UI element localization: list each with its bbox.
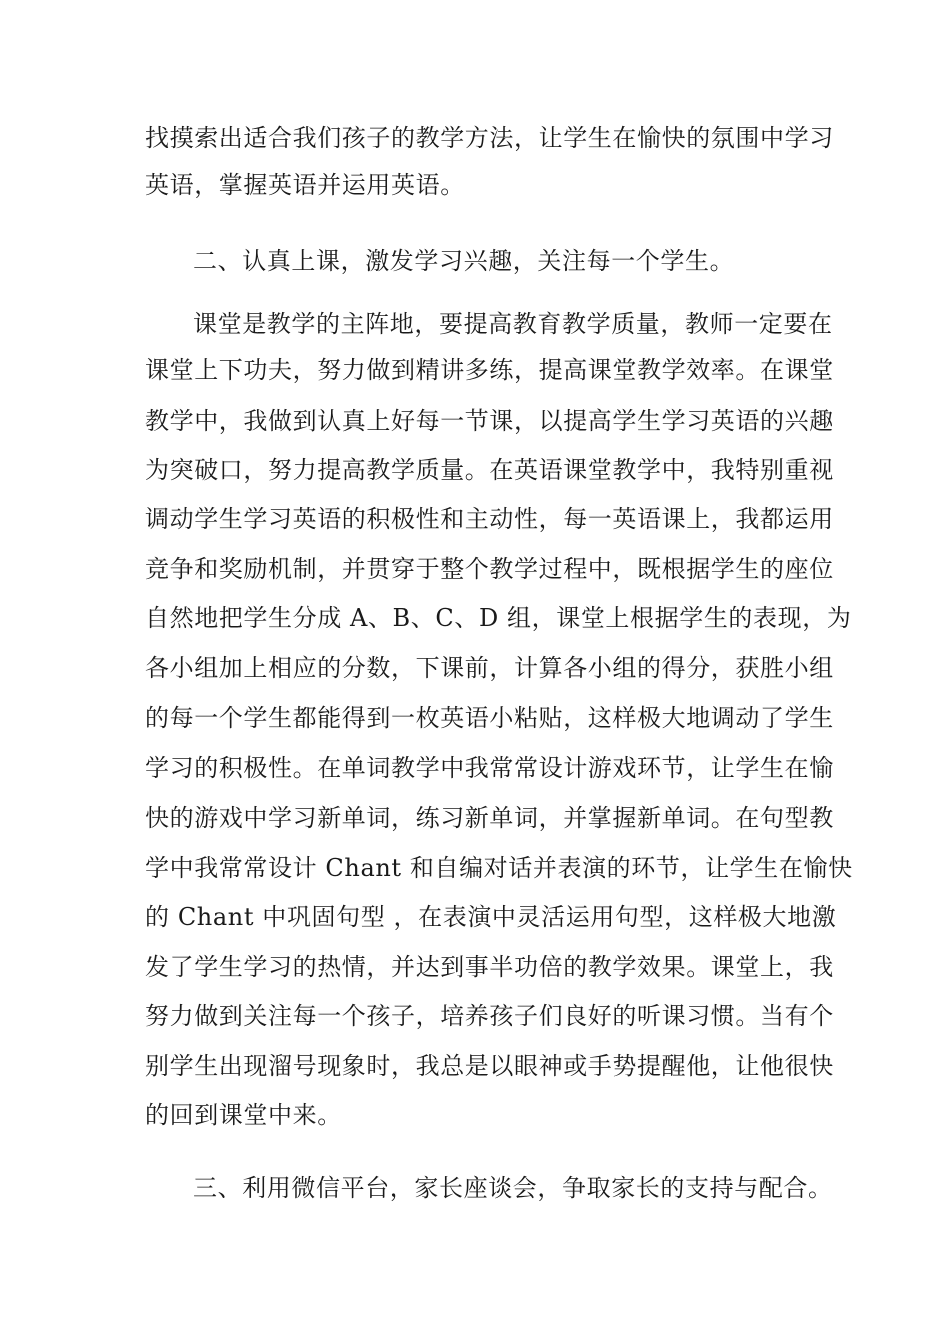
paragraph-line: 自然地把学生分成 A、B、C、D 组，课堂上根据学生的表现，为 [145, 604, 852, 632]
paragraph-line: 各小组加上相应的分数，下课前，计算各小组的得分，获胜小组 [145, 654, 834, 682]
paragraph-line: 竞争和奖励机制，并贯穿于整个教学过程中，既根据学生的座位 [145, 555, 834, 583]
paragraph-line: 英语，掌握英语并运用英语。 [145, 171, 465, 199]
paragraph-line: 快的游戏中学习新单词，练习新单词，并掌握新单词。在句型教 [145, 804, 834, 832]
paragraph-line: 的 Chant 中巩固句型 ，在表演中灵活运用句型，这样极大地激 [145, 903, 837, 931]
paragraph-line: 努力做到关注每一个孩子，培养孩子们良好的听课习惯。当有个 [145, 1002, 834, 1030]
paragraph-line: 的回到课堂中来。 [145, 1101, 342, 1129]
paragraph-line: 学中我常常设计 Chant 和自编对话并表演的环节，让学生在愉快 [145, 854, 853, 882]
paragraph-line: 为突破口，努力提高教学质量。在英语课堂教学中，我特别重视 [145, 456, 834, 484]
paragraph-line: 教学中，我做到认真上好每一节课，以提高学生学习英语的兴趣 [145, 407, 834, 435]
paragraph-line: 的每一个学生都能得到一枚英语小粘贴，这样极大地调动了学生 [145, 704, 834, 732]
paragraph-line: 别学生出现溜号现象时，我总是以眼神或手势提醒他，让他很快 [145, 1052, 834, 1080]
paragraph-line: 发了学生学习的热情，并达到事半功倍的教学效果。课堂上，我 [145, 953, 834, 981]
paragraph-line: 调动学生学习英语的积极性和主动性，每一英语课上，我都运用 [145, 505, 834, 533]
paragraph-line: 找摸索出适合我们孩子的教学方法，让学生在愉快的氛围中学习 [145, 124, 834, 152]
paragraph-line: 课堂上下功夫，努力做到精讲多练，提高课堂教学效率。在课堂 [145, 356, 834, 384]
section-heading-3: 三、利用微信平台，家长座谈会，争取家长的支持与配合。 [193, 1174, 833, 1202]
paragraph-line: 学习的积极性。在单词教学中我常常设计游戏环节，让学生在愉 [145, 754, 834, 782]
paragraph-line: 课堂是教学的主阵地，要提高教育教学质量，教师一定要在 [193, 310, 833, 338]
section-heading-2: 二、认真上课，激发学习兴趣，关注每一个学生。 [193, 247, 735, 275]
